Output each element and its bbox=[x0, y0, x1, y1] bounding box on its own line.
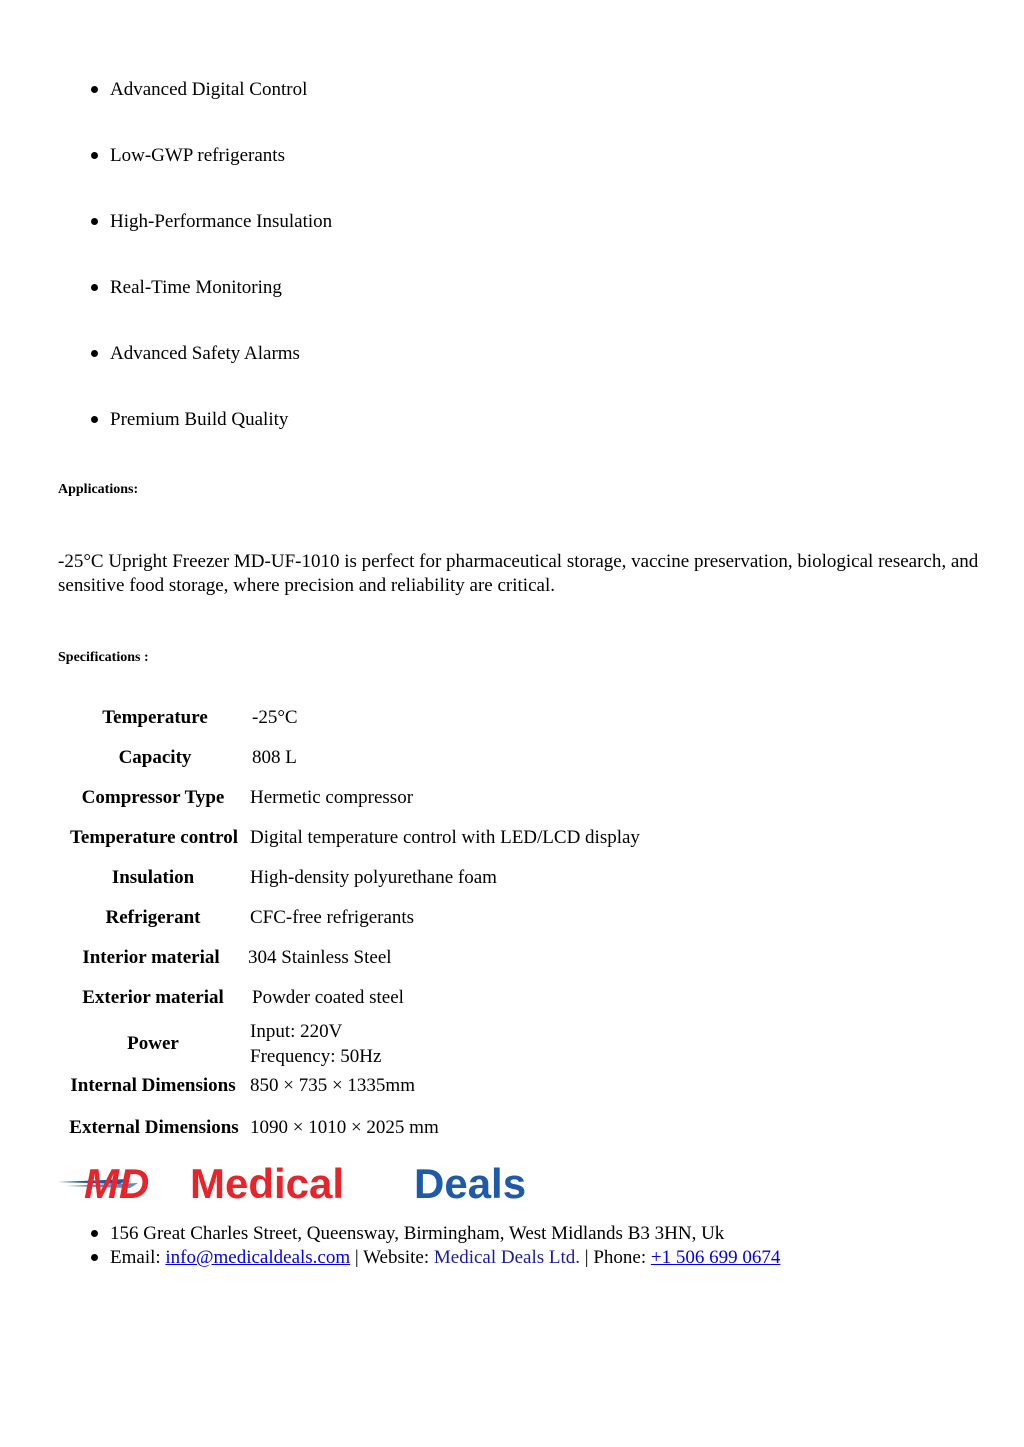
spec-row-internal-dimensions bbox=[0, 1070, 1024, 1108]
spec-row-compressor bbox=[0, 778, 1024, 818]
bullet-icon bbox=[91, 1230, 98, 1237]
feature-text: Advanced Digital Control bbox=[110, 79, 308, 100]
bullet-icon bbox=[91, 86, 98, 93]
specifications-table bbox=[0, 698, 1024, 1148]
spec-label: Internal Dimensions bbox=[70, 1075, 236, 1096]
spec-row-exterior-material bbox=[0, 978, 1024, 1018]
spec-value: Powder coated steel bbox=[252, 987, 404, 1008]
feature-item bbox=[0, 400, 1024, 466]
spec-row-temperature-control bbox=[0, 818, 1024, 858]
logo-word-medical: Medical bbox=[190, 1160, 345, 1206]
feature-item bbox=[0, 202, 1024, 268]
feature-item bbox=[0, 334, 1024, 400]
spec-row-temperature bbox=[0, 698, 1024, 738]
spec-value: Digital temperature control with LED/LCD display bbox=[250, 827, 640, 848]
spec-value: 304 Stainless Steel bbox=[248, 947, 392, 968]
power-input: Input: 220V bbox=[250, 1021, 343, 1042]
feature-text: High-Performance Insulation bbox=[110, 211, 333, 232]
feature-text: Advanced Safety Alarms bbox=[110, 343, 300, 364]
website-link[interactable]: Medical Deals Ltd. bbox=[433, 1247, 581, 1268]
email-link[interactable]: info@medicaldeals.com bbox=[165, 1247, 351, 1268]
feature-item bbox=[0, 268, 1024, 334]
spec-label: Exterior material bbox=[82, 987, 224, 1008]
spec-value: 1090 × 1010 × 2025 mm bbox=[250, 1117, 439, 1138]
bullet-icon bbox=[91, 416, 98, 423]
bullet-icon bbox=[91, 350, 98, 357]
phone-label: | Phone: bbox=[580, 1247, 651, 1268]
spec-label: Refrigerant bbox=[105, 907, 201, 928]
spec-value: CFC-free refrigerants bbox=[250, 907, 415, 928]
spec-label: Temperature control bbox=[70, 827, 238, 848]
spec-value: -25°C bbox=[252, 707, 298, 728]
logo-mark: MD bbox=[84, 1160, 150, 1206]
contact-address-item bbox=[0, 1222, 1024, 1246]
website-label: | Website: bbox=[350, 1247, 434, 1268]
spec-value bbox=[250, 1019, 381, 1069]
logo-word-deals: Deals bbox=[414, 1160, 527, 1206]
contact-list bbox=[0, 1222, 1024, 1270]
phone-link[interactable]: +1 506 699 0674 bbox=[650, 1247, 781, 1268]
feature-text: Low-GWP refrigerants bbox=[110, 145, 285, 166]
spec-label: Power bbox=[127, 1033, 179, 1054]
contact-details-item bbox=[0, 1246, 1024, 1270]
feature-item bbox=[0, 136, 1024, 202]
spec-value: High-density polyurethane foam bbox=[250, 867, 497, 888]
spec-row-external-dimensions bbox=[0, 1108, 1024, 1148]
spec-label: Temperature bbox=[102, 707, 208, 728]
bullet-icon bbox=[91, 284, 98, 291]
bullet-icon bbox=[91, 152, 98, 159]
email-label: Email: bbox=[110, 1247, 166, 1268]
address-text: 156 Great Charles Street, Queensway, Birmingham, West Midlands B3 3HN, Uk bbox=[110, 1223, 725, 1244]
spec-row-insulation bbox=[0, 858, 1024, 898]
spec-label: External Dimensions bbox=[69, 1117, 239, 1138]
spec-label: Capacity bbox=[118, 747, 192, 768]
spec-value: 850 × 735 × 1335mm bbox=[250, 1075, 415, 1096]
spec-row-refrigerant bbox=[0, 898, 1024, 938]
medicaldeals-logo bbox=[58, 1160, 578, 1206]
spec-label: Compressor Type bbox=[81, 787, 225, 808]
applications-heading: Applications: bbox=[58, 482, 139, 497]
spec-value: 808 L bbox=[252, 747, 297, 768]
applications-text: -25°C Upright Freezer MD-UF-1010 is perfect for pharmaceutical storage, vaccine preservation, biological research, and sensitive food storage, where precision and reliability are critical. bbox=[58, 551, 979, 596]
spec-value: Hermetic compressor bbox=[250, 787, 414, 808]
feature-text: Real-Time Monitoring bbox=[110, 277, 282, 298]
spec-row-interior-material bbox=[0, 938, 1024, 978]
feature-text: Premium Build Quality bbox=[110, 409, 289, 430]
power-frequency: Frequency: 50Hz bbox=[250, 1046, 382, 1067]
feature-list bbox=[0, 70, 1024, 466]
bullet-icon bbox=[91, 218, 98, 225]
specifications-heading: Specifications : bbox=[58, 650, 149, 665]
spec-row-capacity bbox=[0, 738, 1024, 778]
spec-label: Interior material bbox=[82, 947, 220, 968]
spec-label: Insulation bbox=[111, 867, 195, 888]
bullet-icon bbox=[91, 1254, 98, 1261]
spec-row-power bbox=[0, 1018, 1024, 1070]
feature-item bbox=[0, 70, 1024, 136]
